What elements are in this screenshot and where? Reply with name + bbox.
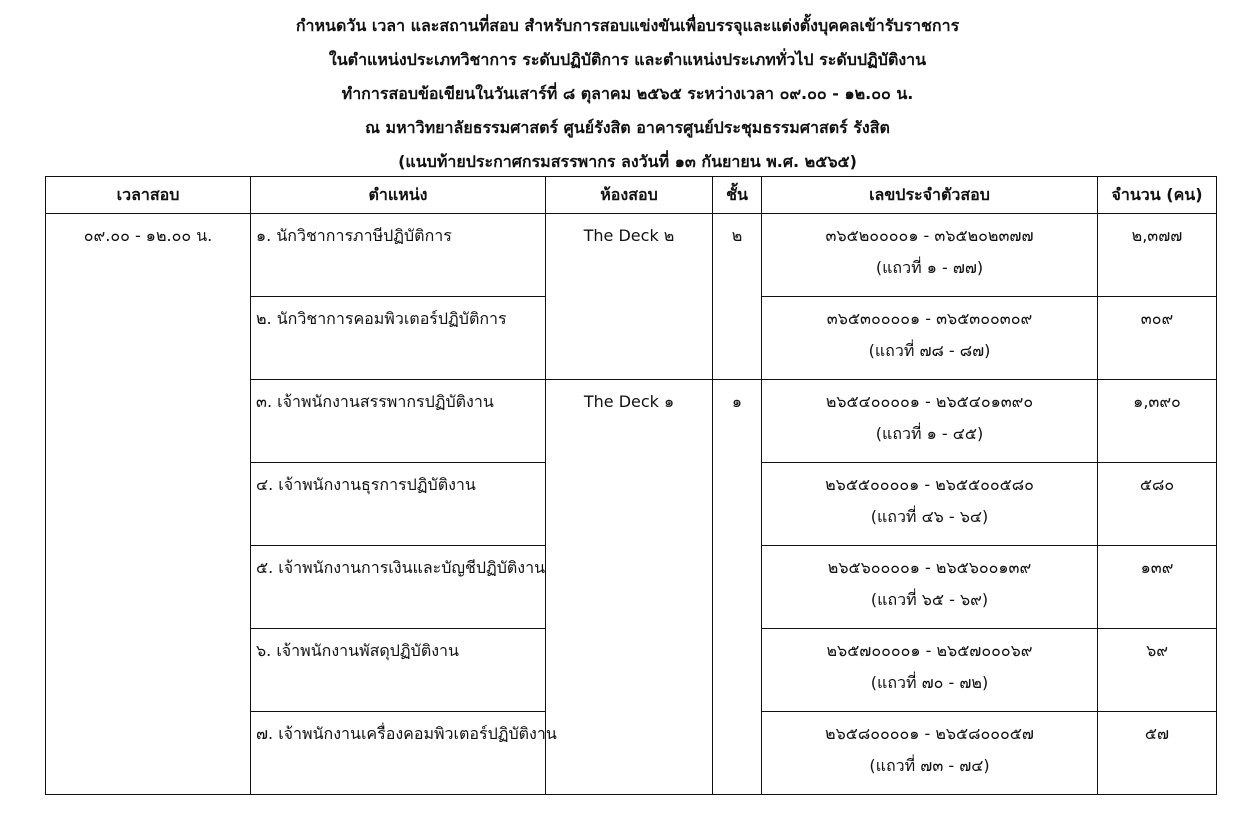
header-line-venue: ณ มหาวิทยาลัยธรรมศาสตร์ ศูนย์รังสิต อาคารศูนย์ประชุมธรรมศาสตร์ รังสิต [365,118,890,137]
exam-id-range-cell [762,712,1098,795]
count-cell: ๕๗ [1098,712,1217,795]
exam-id-range-cell [762,297,1098,380]
column-header-time: เวลาสอบ [46,177,251,214]
position-cell: ๒. นักวิชาการคอมพิวเตอร์ปฏิบัติการ [251,297,546,380]
seat-rows-label: (แถวที่ ๔๖ - ๖๔) [870,507,989,526]
header-line-date: ทำการสอบข้อเขียนในวันเสาร์ที่ ๘ ตุลาคม ๒๕๖๕ ระหว่างเวลา ๐๙.๐๐ - ๑๒.๐๐ น. [341,84,914,103]
count-cell: ๑,๓๙๐ [1098,380,1217,463]
exam-id-range-cell [762,546,1098,629]
room-cell: The Deck ๑ [546,380,713,795]
exam-id-range: ๒๖๕๗๐๐๐๐๑ - ๒๖๕๗๐๐๐๖๙ [826,641,1033,660]
position-cell: ๗. เจ้าพนักงานเครื่องคอมพิวเตอร์ปฏิบัติงาน [251,712,546,795]
header-line-positions: ในตำแหน่งประเภทวิชาการ ระดับปฏิบัติการ และตำแหน่งประเภททั่วไป ระดับปฏิบัติงาน [328,50,927,69]
exam-id-range-cell [762,214,1098,297]
count-cell: ๑๓๙ [1098,546,1217,629]
exam-time-cell: ๐๙.๐๐ - ๑๒.๐๐ น. [46,214,251,795]
count-cell: ๕๘๐ [1098,463,1217,546]
exam-id-range-cell [762,380,1098,463]
seat-rows-label: (แถวที่ ๗๘ - ๘๗) [868,341,991,360]
position-cell: ๔. เจ้าพนักงานธุรการปฏิบัติงาน [251,463,546,546]
seat-rows-label: (แถวที่ ๗๐ - ๗๒) [870,673,989,692]
seat-rows-label: (แถวที่ ๖๕ - ๖๙) [870,590,989,609]
exam-id-range-cell [762,463,1098,546]
position-cell: ๓. เจ้าพนักงานสรรพากรปฏิบัติงาน [251,380,546,463]
header-line-reference: (แนบท้ายประกาศกรมสรรพากร ลงวันที่ ๑๓ กันยายน พ.ศ. ๒๕๖๕) [398,152,857,171]
position-cell: ๖. เจ้าพนักงานพัสดุปฏิบัติงาน [251,629,546,712]
room-cell: The Deck ๒ [546,214,713,380]
column-header-floor: ชั้น [713,177,762,214]
exam-id-range-cell [762,629,1098,712]
count-cell: ๖๙ [1098,629,1217,712]
column-header-exam-id: เลขประจำตัวสอบ [762,177,1098,214]
count-cell: ๓๐๙ [1098,297,1217,380]
seat-rows-label: (แถวที่ ๗๓ - ๗๔) [869,756,990,775]
exam-id-range: ๒๖๕๔๐๐๐๐๑ - ๒๖๕๔๐๑๓๙๐ [825,392,1034,411]
exam-id-range: ๒๖๕๘๐๐๐๐๑ - ๒๖๕๘๐๐๐๕๗ [825,724,1034,743]
floor-cell: ๒ [713,214,762,380]
table-row [46,214,1217,297]
column-header-position: ตำแหน่ง [251,177,546,214]
document-header [0,0,1255,182]
seat-rows-label: (แถวที่ ๑ - ๔๕) [875,424,984,443]
exam-id-range: ๓๖๕๓๐๐๐๐๑ - ๓๖๕๓๐๐๓๐๙ [826,309,1033,328]
count-cell: ๒,๓๗๗ [1098,214,1217,297]
position-cell: ๑. นักวิชาการภาษีปฏิบัติการ [251,214,546,297]
table-header-row [46,177,1217,214]
column-header-room: ห้องสอบ [546,177,713,214]
exam-id-range: ๒๖๕๖๐๐๐๐๑ - ๒๖๕๖๐๐๑๓๙ [827,558,1032,577]
exam-id-range: ๓๖๕๒๐๐๐๐๑ - ๓๖๕๒๐๒๓๗๗ [825,226,1034,245]
exam-schedule-table [45,176,1217,795]
column-header-count: จำนวน (คน) [1098,177,1217,214]
floor-cell: ๑ [713,380,762,795]
position-cell: ๕. เจ้าพนักงานการเงินและบัญชีปฏิบัติงาน [251,546,546,629]
header-line-title: กำหนดวัน เวลา และสถานที่สอบ สำหรับการสอบแข่งขันเพื่อบรรจุและแต่งตั้งบุคคลเข้ารับราชการ [295,16,960,35]
exam-id-range: ๒๖๕๕๐๐๐๐๑ - ๒๖๕๕๐๐๕๘๐ [825,475,1034,494]
seat-rows-label: (แถวที่ ๑ - ๗๗) [875,258,984,277]
